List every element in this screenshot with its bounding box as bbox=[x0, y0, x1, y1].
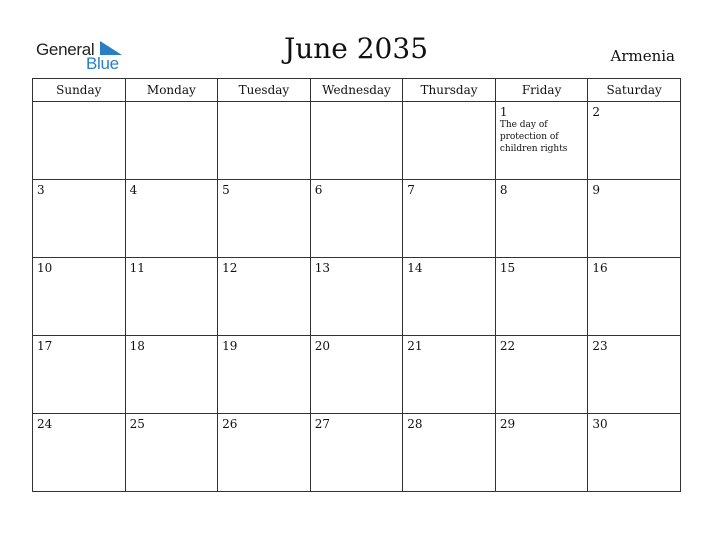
day-cell-empty bbox=[33, 102, 126, 180]
calendar-title: June 2035 bbox=[283, 32, 429, 65]
day-number: 23 bbox=[592, 339, 608, 353]
weekday-header-row bbox=[33, 79, 681, 102]
day-cell-2 bbox=[588, 102, 681, 180]
day-number: 24 bbox=[37, 417, 53, 431]
day-number: 14 bbox=[407, 261, 423, 275]
day-cell-empty bbox=[310, 102, 403, 180]
day-cell-24 bbox=[33, 414, 126, 492]
day-cell-16 bbox=[588, 258, 681, 336]
day-number: 26 bbox=[222, 417, 238, 431]
day-number: 4 bbox=[129, 183, 138, 197]
day-number: 10 bbox=[37, 261, 53, 275]
weekday-wednesday: Wednesday bbox=[310, 79, 403, 102]
day-cell-30 bbox=[588, 414, 681, 492]
day-number: 7 bbox=[407, 183, 415, 197]
week-row-2 bbox=[33, 180, 681, 258]
day-number: 9 bbox=[592, 183, 601, 197]
day-number: 3 bbox=[37, 183, 45, 197]
calendar-grid bbox=[32, 78, 681, 492]
day-cell-3 bbox=[33, 180, 126, 258]
day-cell-empty bbox=[218, 102, 311, 180]
day-cell-5 bbox=[218, 180, 311, 258]
day-cell-15 bbox=[495, 258, 588, 336]
day-cell-28 bbox=[403, 414, 496, 492]
weekday-friday: Friday bbox=[495, 79, 588, 102]
logo-word-blue: Blue bbox=[86, 54, 119, 73]
logo-word-general: General bbox=[36, 40, 95, 59]
day-number: 21 bbox=[407, 339, 423, 353]
day-cell-12 bbox=[218, 258, 311, 336]
weekday-tuesday: Tuesday bbox=[218, 79, 311, 102]
day-cell-17 bbox=[33, 336, 126, 414]
day-number: 30 bbox=[592, 417, 608, 431]
day-cell-20 bbox=[310, 336, 403, 414]
holiday-note: The day of protection of children rights bbox=[499, 120, 568, 154]
day-cell-22 bbox=[495, 336, 588, 414]
day-number: 13 bbox=[314, 261, 330, 275]
day-cell-23 bbox=[588, 336, 681, 414]
day-cell-9 bbox=[588, 180, 681, 258]
day-cell-27 bbox=[310, 414, 403, 492]
day-cell-11 bbox=[125, 258, 218, 336]
day-cell-10 bbox=[33, 258, 126, 336]
day-cell-26 bbox=[218, 414, 311, 492]
weekday-monday: Monday bbox=[125, 79, 218, 102]
day-number: 15 bbox=[499, 261, 516, 275]
day-number: 22 bbox=[499, 339, 516, 353]
day-cell-25 bbox=[125, 414, 218, 492]
week-row-4 bbox=[33, 336, 681, 414]
day-number: 2 bbox=[592, 105, 601, 119]
day-number: 29 bbox=[499, 417, 516, 431]
day-number: 19 bbox=[222, 339, 238, 353]
day-number: 28 bbox=[407, 417, 423, 431]
weekday-saturday: Saturday bbox=[588, 79, 681, 102]
day-number: 16 bbox=[592, 261, 608, 275]
day-number: 12 bbox=[222, 261, 238, 275]
day-number: 6 bbox=[314, 183, 323, 197]
day-cell-7 bbox=[403, 180, 496, 258]
day-cell-4 bbox=[125, 180, 218, 258]
day-number: 11 bbox=[129, 261, 145, 275]
weekday-sunday: Sunday bbox=[33, 79, 126, 102]
day-cell-21 bbox=[403, 336, 496, 414]
day-number: 8 bbox=[499, 183, 508, 197]
day-cell-13 bbox=[310, 258, 403, 336]
day-cell-empty bbox=[125, 102, 218, 180]
day-number: 18 bbox=[129, 339, 145, 353]
weekday-thursday: Thursday bbox=[403, 79, 496, 102]
day-cell-8 bbox=[495, 180, 588, 258]
day-number: 27 bbox=[314, 417, 330, 431]
day-cell-19 bbox=[218, 336, 311, 414]
day-cell-29 bbox=[495, 414, 588, 492]
country-label: Armenia bbox=[610, 47, 675, 65]
week-row-5 bbox=[33, 414, 681, 492]
day-cell-empty bbox=[403, 102, 496, 180]
week-row-3 bbox=[33, 258, 681, 336]
day-cell-1 bbox=[495, 102, 588, 180]
day-number: 20 bbox=[314, 339, 330, 353]
day-number: 17 bbox=[37, 339, 53, 353]
day-cell-18 bbox=[125, 336, 218, 414]
day-cell-14 bbox=[403, 258, 496, 336]
day-cell-6 bbox=[310, 180, 403, 258]
day-number: 1 bbox=[499, 105, 508, 119]
week-row-1 bbox=[33, 102, 681, 180]
day-number: 5 bbox=[222, 183, 230, 197]
day-number: 25 bbox=[129, 417, 145, 431]
